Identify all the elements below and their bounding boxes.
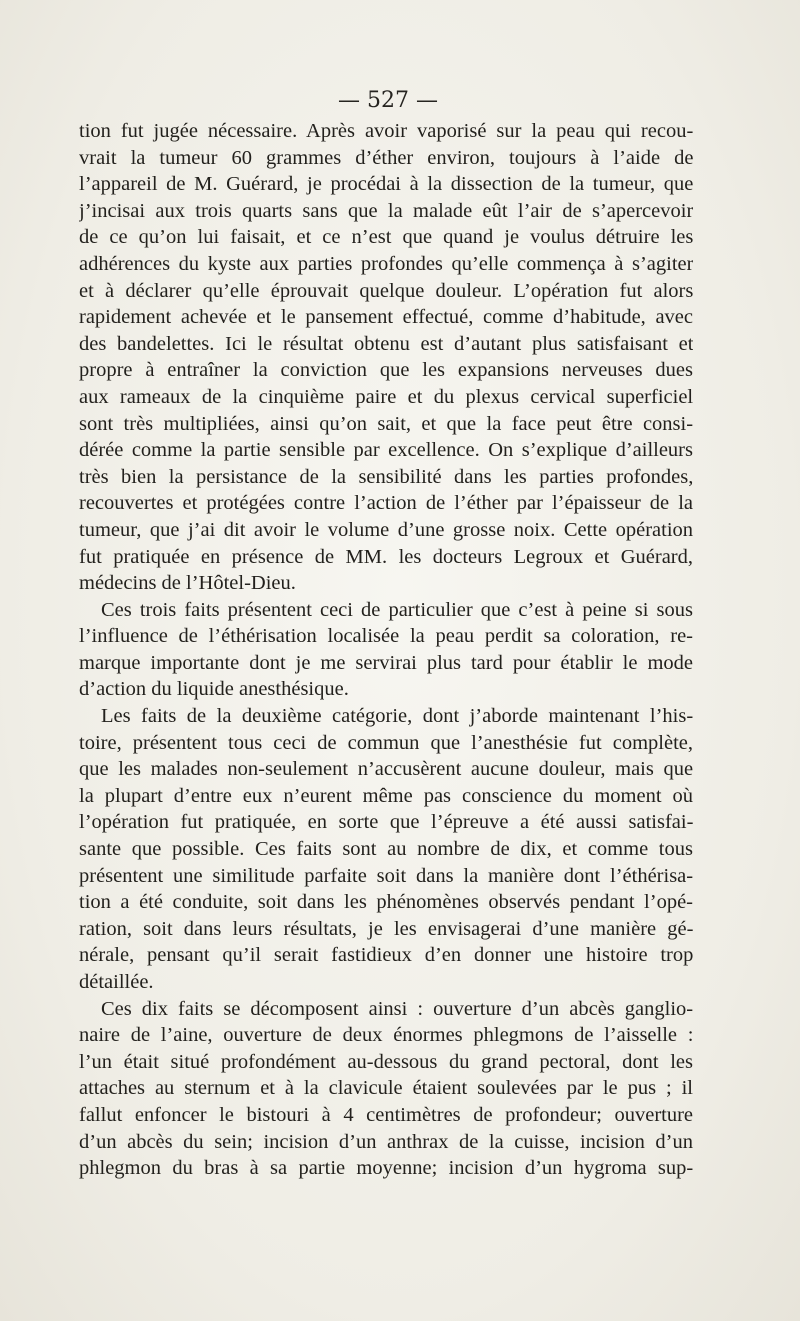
text-line: Ces dix faits se décomposent ainsi : ouverture d’un abcès ganglio- (101, 997, 693, 1020)
text-line: j’incisai aux trois quarts sans que la malade eût l’air de s’apercevoir (79, 199, 693, 222)
text-line: d’un abcès du sein; incision d’un anthrax de la cuisse, incision d’un (79, 1130, 693, 1153)
text-line: de ce qu’on lui faisait, et ce n’est que quand je voulus détruire les (79, 226, 693, 249)
text-line: la plupart d’entre eux n’eurent même pas conscience du moment où (79, 784, 693, 807)
text-line: Ces trois faits présentent ceci de particulier que c’est à peine si sous (101, 598, 693, 621)
text-line: fallut enfoncer le bistouri à 4 centimètres de profondeur; ouverture (79, 1103, 693, 1126)
text-line: toire, présentent tous ceci de commun que l’anesthésie fut complète, (79, 731, 693, 754)
text-line: propre à entraîner la conviction que les expansions nerveuses dues (79, 359, 693, 382)
text-line: Les faits de la deuxième catégorie, dont j’aborde maintenant l’his- (101, 705, 693, 728)
text-line: adhérences du kyste aux parties profondes qu’elle commença à s’agiter (79, 252, 693, 275)
text-line: ration, soit dans leurs résultats, je les envisagerai d’une manière gé- (79, 917, 693, 940)
text-line: que les malades non-seulement n’accusèrent aucune douleur, mais que (79, 758, 693, 781)
text-line: marque importante dont je me servirai plus tard pour établir le mode (79, 651, 693, 674)
text-line: et à déclarer qu’elle éprouvait quelque douleur. L’opération fut alors (79, 279, 693, 302)
text-line: fut pratiquée en présence de MM. les docteurs Legroux et Guérard, (79, 545, 693, 568)
page-number: — 527 — (338, 88, 438, 113)
text-line: attaches au sternum et à la clavicule étaient soulevées par le pus ; il (79, 1077, 693, 1100)
text-line: rapidement achevée et le pansement effectué, comme d’habitude, avec (79, 306, 693, 329)
text-line: tion fut jugée nécessaire. Après avoir vaporisé sur la peau qui recou- (79, 120, 693, 142)
text-line: tumeur, que j’ai dit avoir le volume d’une grosse noix. Cette opération (79, 518, 693, 541)
text-line: tion a été conduite, soit dans les phénomènes observés pendant l’opé- (79, 891, 693, 914)
text-line: phlegmon du bras à sa partie moyenne; incision d’un hygroma sup- (79, 1157, 693, 1180)
text-line: nérale, pensant qu’il serait fastidieux d’en donner une histoire trop (79, 944, 693, 967)
body-text (79, 118, 693, 1182)
text-line: médecins de l’Hôtel-Dieu. (79, 572, 296, 595)
text-line: recouvertes et protégées contre l’action de l’éther par l’épaisseur de la (79, 492, 693, 515)
text-line: sante que possible. Ces faits sont au nombre de dix, et comme tous (79, 838, 693, 861)
text-line: l’opération fut pratiquée, en sorte que l’épreuve a été aussi satisfai- (79, 811, 693, 834)
text-line: détaillée. (79, 971, 154, 993)
text-line: l’influence de l’éthérisation localisée la peau perdit sa coloration, re- (79, 625, 693, 648)
text-line: aux rameaux de la cinquième paire et du plexus cervical superficiel (79, 385, 693, 408)
text-line: sont très multipliées, ainsi qu’on sait, et que la face peut être consi- (79, 412, 693, 435)
text-line: présentent une similitude parfaite soit dans la manière dont l’éthérisa- (79, 864, 693, 887)
text-line: d’action du liquide anesthésique. (79, 678, 349, 701)
text-line: l’appareil de M. Guérard, je procédai à la dissection de la tumeur, que (79, 173, 693, 196)
text-line: très bien la persistance de la sensibilité dans les parties profondes, (79, 465, 693, 488)
text-line: dérée comme la partie sensible par excellence. On s’explique d’ailleurs (79, 439, 693, 462)
text-line: vrait la tumeur 60 grammes d’éther environ, toujours à l’aide de (79, 146, 693, 169)
text-line: naire de l’aine, ouverture de deux énormes phlegmons de l’aisselle : (79, 1024, 693, 1047)
text-line: l’un était situé profondément au-dessous du grand pectoral, dont les (79, 1050, 693, 1073)
text-line: des bandelettes. Ici le résultat obtenu est d’autant plus satisfaisant et (79, 332, 693, 355)
